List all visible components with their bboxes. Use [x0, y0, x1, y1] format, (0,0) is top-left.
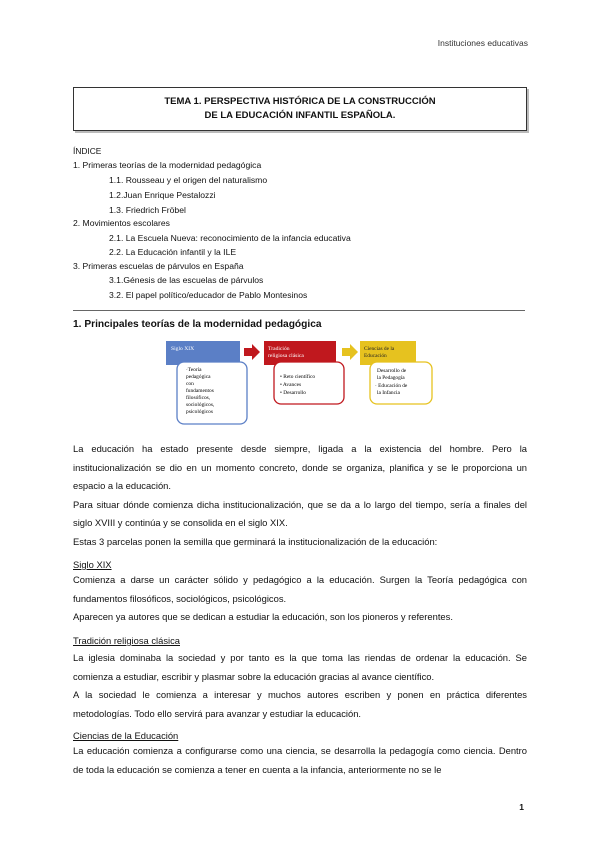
box3-line: · Educación de	[375, 383, 408, 389]
index-item: 2.2. La Educación infantil y la ILE	[109, 247, 237, 257]
diagram-box-siglo-xix	[166, 341, 247, 424]
index-item: 3. Primeras escuelas de párvulos en España	[73, 261, 244, 271]
box1-line: pedagógica	[186, 374, 211, 380]
box2-title-line1: Tradición	[268, 346, 290, 352]
box2-line: • Reto científico	[280, 374, 316, 380]
intro-paragraph: Para situar dónde comienza dicha institucionalización, que se da a lo largo del tiempo, sería a finales del siglo XVIII y continúa y se consolida en el siglo XIX.	[73, 498, 527, 529]
intro-paragraph: La educación ha estado presente desde siempre, ligada a la existencia del hombre. Pero la institucionalización se dio en un momento concreto, donde se organiza, planifica y se le proporciona un espacio a la educación.	[73, 443, 527, 492]
siglo-xix-paragraph: Comienza a darse un carácter sólido y pedagógico a la educación. Surgen la Teoría pedagógica con fundamentos filosóficos, sociológicos, psicológicos.	[73, 574, 527, 604]
index-item: 1. Primeras teorías de la modernidad pedagógica	[73, 160, 262, 170]
index-item: 1.2.Juan Enrique Pestalozzi	[109, 190, 216, 200]
box3-line: Desarrollo de	[377, 368, 407, 374]
tradicion-text	[73, 649, 527, 723]
intro-paragraph: Estas 3 parcelas ponen la semilla que germinará la institucionalización de la educación:	[73, 535, 438, 547]
box2-line: • Desarrollo	[280, 390, 306, 396]
topic-title-box	[73, 87, 527, 131]
box1-line: sociológicos,	[186, 402, 215, 408]
topic-title-line1: TEMA 1. PERSPECTIVA HISTÓRICA DE LA CONSTRUCCIÓN	[164, 96, 436, 107]
section-divider	[73, 310, 525, 311]
box2-title-line2: religiosa clásica	[268, 353, 304, 359]
box1-line: con	[186, 381, 194, 387]
index-item: 2.1. La Escuela Nueva: reconocimiento de la infancia educativa	[109, 233, 351, 243]
box1-line: psicológicos	[186, 409, 213, 415]
box1-line: ·Teoría	[186, 367, 202, 373]
ciencias-text	[73, 742, 527, 779]
box3-line: la Infancia	[377, 390, 400, 396]
intro-text	[73, 440, 527, 552]
box3-title-line1: Ciencias de la	[364, 346, 395, 352]
tradicion-paragraph: La iglesia dominaba la sociedad y por tanto es la que toma las riendas de ordenar la educación. Se comienza a estudiar, escribir y plasmar sobre la educación gracias al avance científico.	[73, 652, 527, 682]
box3-title-line2: Educación	[364, 353, 387, 359]
box1-line: filosóficos,	[186, 395, 211, 401]
ciencias-heading: Ciencias de la Educación	[73, 730, 179, 741]
index-item: 2. Movimientos escolares	[73, 218, 170, 228]
page-number: 1	[519, 802, 524, 812]
arrow-right-icon	[342, 344, 358, 360]
tradicion-heading: Tradición religiosa clásica	[73, 635, 180, 646]
box1-title: Siglo XIX	[171, 346, 195, 352]
box2-line: • Avances	[280, 382, 302, 388]
diagram-box-ciencias	[360, 341, 432, 404]
index-item: 1.3. Friedrich Fröbel	[109, 205, 186, 215]
box3-line: la Pedagogía	[377, 375, 405, 381]
index-item: 1.1. Rousseau y el origen del naturalismo	[109, 175, 268, 185]
concept-diagram	[164, 340, 436, 426]
box1-line: fundamentos	[186, 388, 214, 394]
arrow-right-icon	[244, 344, 260, 360]
topic-title-line2: DE LA EDUCACIÓN INFANTIL ESPAÑOLA.	[204, 110, 396, 121]
index-heading: ÍNDICE	[73, 146, 102, 156]
siglo-xix-heading: Siglo XIX	[73, 559, 112, 570]
diagram-box-tradicion	[264, 341, 344, 404]
siglo-xix-paragraph: Aparecen ya autores que se dedican a estudiar la educación, son los pioneros y referentes.	[73, 611, 453, 623]
index-item: 3.2. El papel político/educador de Pablo Montesinos	[109, 290, 308, 300]
ciencias-paragraph: La educación comienza a configurarse como una ciencia, se desarrolla la pedagogía como ciencia. Dentro de toda la educación se comienza a tener en cuenta a la infancia, anteriormente no se le	[73, 745, 527, 775]
running-header: Instituciones educativas	[437, 38, 528, 48]
section1-heading: 1. Principales teorías de la modernidad pedagógica	[73, 319, 322, 330]
siglo-xix-text	[73, 571, 527, 627]
tradicion-paragraph: A la sociedad le comienza a interesar y muchos autores escriben y ponen en práctica diferentes metodologías. Todo ello servirá para avanzar y estudiar la educación.	[73, 689, 527, 719]
index-item: 3.1.Génesis de las escuelas de párvulos	[109, 275, 264, 285]
